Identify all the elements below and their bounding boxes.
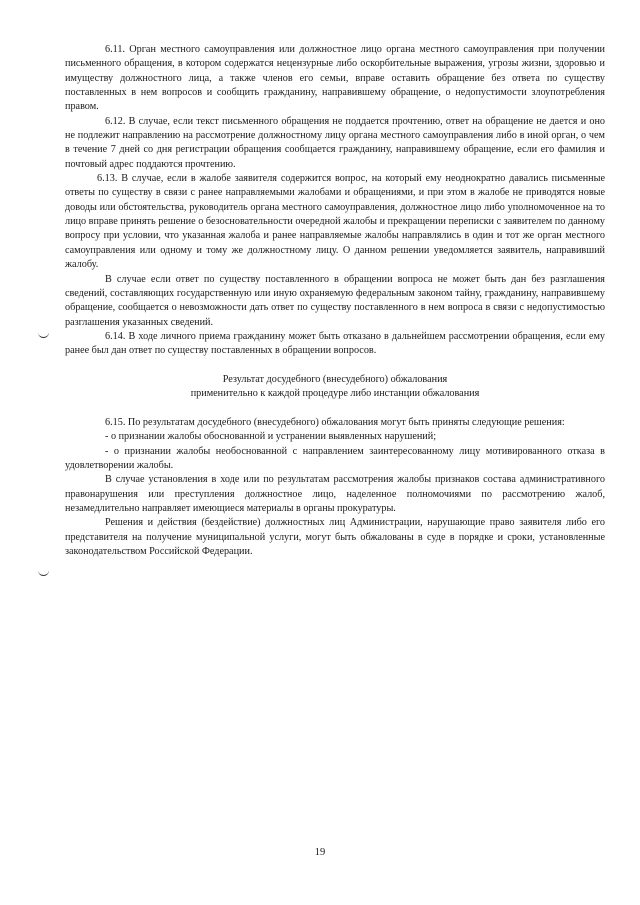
- decision-list-item: - о признании жалобы необоснованной с направлением заинтересованному лицу мотивированного отказа в удовлетворении жалобы.: [65, 445, 605, 471]
- margin-pen-mark: [38, 331, 49, 338]
- paragraph-6-11: 6.11. Орган местного самоуправления или должностное лицо органа местного самоуправления при получении письменного обращения, в котором содержатся нецензурные либо оскорбительные выражения, угрозы жизни, здоровью и имуществу должностного лица, а также членов его семьи, вправе оставить обращение без ответа по существу поставленных в нем вопросов и сообщить гражданину, направившему обращение, о недопустимости злоупотребления правом.: [65, 44, 605, 113]
- section-heading-line-2: применительно к каждой процедуре либо инстанции обжалования: [190, 388, 480, 400]
- paragraph-secret-information: В случае если ответ по существу поставленного в обращении вопроса не может быть дан без разглашения сведений, составляющих государственную или иную охраняемую федеральным законом тайну, гражданину, направившему обращение, сообщается о невозможности дать ответ по существу поставленного в нем вопроса в связи с недопустимостью разглашения указанных сведений.: [65, 273, 605, 328]
- spacer: [65, 359, 605, 373]
- paragraph-6-13: 6.13. В случае, если в жалобе заявителя содержится вопрос, на который ему неоднократно давались письменные ответы по существу в связи с ранее направляемыми жалобами и обращениями, и при этом в жалобе не приводятся новые доводы или обстоятельства, руководитель органа местного самоуправления, должностное лицо либо уполномоченное на то лицо вправе принять решение о безосновательности очередной жалобы и прекращении переписки с заявителем по данному вопросу при условии, что указанная жалоба и ранее направляемые жалобы направлялись в один и тот же орган местного самоуправления или одному и тому же должностному лицу. О данном решении уведомляется заявитель, направивший жалобу.: [65, 173, 605, 271]
- paragraph-violation-signs: В случае установления в ходе или по результатам рассмотрения жалобы признаков состава административного правонарушения или преступления должностное лицо, наделенное полномочиями по рассмотрению жалоб, незамедлительно направляет имеющиеся материалы в органы прокуратуры.: [65, 474, 605, 514]
- paragraph-court-appeal: Решения и действия (бездействие) должностных лиц Администрации, нарушающие право заявителя либо его представителя на получение муниципальной услуги, могут быть обжалованы в суде в порядке и сроки, установленные законодательством Российской Федерации.: [65, 517, 605, 558]
- page-number: 19: [314, 847, 326, 858]
- decision-list-item: - о признании жалобы обоснованной и устранении выявленных нарушений;: [105, 431, 437, 443]
- paragraph-6-15: 6.15. По результатам досудебного (внесудебного) обжалования могут быть приняты следующие решения:: [105, 416, 565, 428]
- paragraph-6-12: 6.12. В случае, если текст письменного обращения не поддается прочтению, ответ на обращение не дается и оно не подлежит направлению на рассмотрение должностному лицу органа местного самоуправления либо в иной орган, о чем в течение 7 дней со дня регистрации обращения сообщается гражданину, направившему обращение, если его фамилия и почтовый адрес поддаются прочтению.: [65, 115, 605, 170]
- spacer: [65, 402, 605, 416]
- section-heading-line-1: Результат досудебного (внесудебного) обжалования: [222, 373, 448, 385]
- document-body: [65, 43, 605, 559]
- paragraph-6-14: 6.14. В ходе личного приема гражданину может быть отказано в дальнейшем рассмотрении обращения, если ему ранее был дан ответ по существу поставленных в обращении вопросов.: [65, 330, 605, 357]
- margin-pen-mark: [38, 569, 49, 576]
